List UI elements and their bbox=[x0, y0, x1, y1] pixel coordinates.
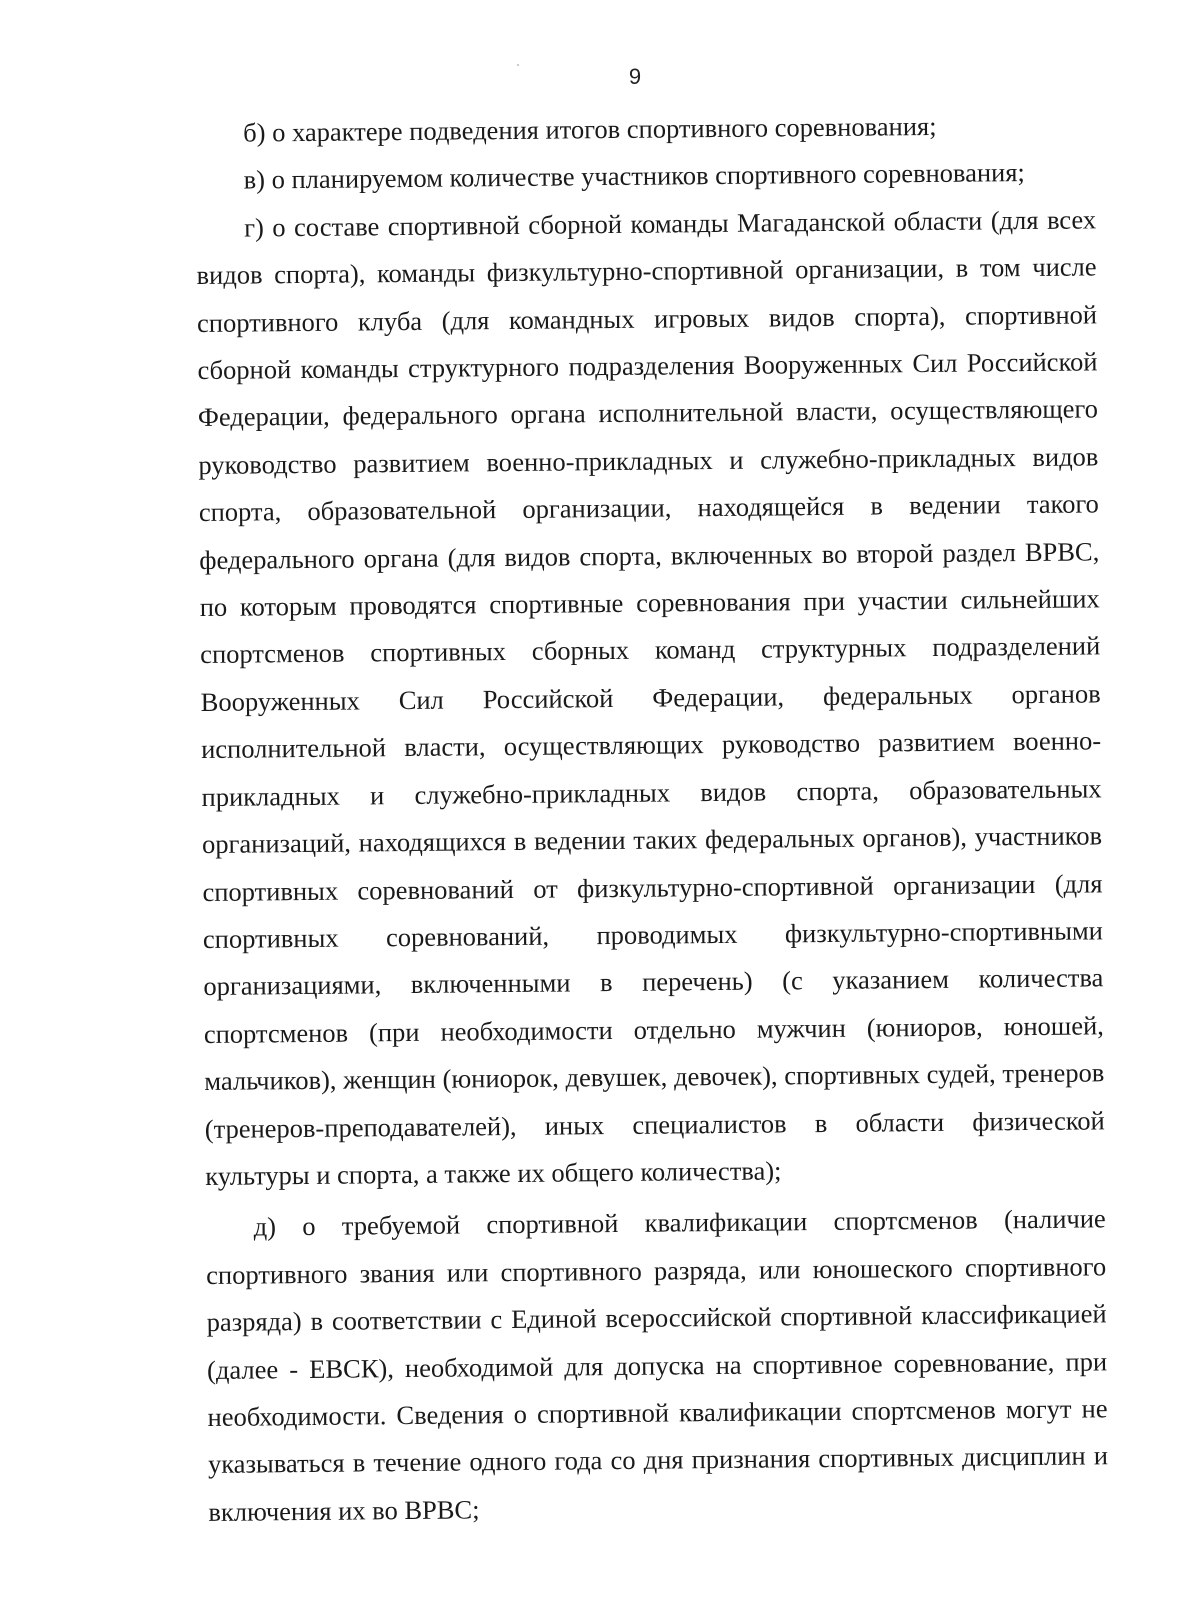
paragraph-v: в) о планируемом количестве участников спортивного соревнования; bbox=[243, 157, 1025, 195]
document-body bbox=[195, 101, 1109, 1536]
paragraph-d: д) о требуемой спортивной квалификации спортсменов (наличие спортивного звания или спортивного разряда, или юношеского спортивного разряда) в соответствии с Единой всероссийской спортивной классификацией (далее - ЕВСК), необходимой для допуска на спортивное соревнование, при необходимости. Сведения о спортивной квалификации спортсменов могут не указываться в течение одного года со дня признания спортивных дисциплин и включения их во ВРВС; bbox=[206, 1203, 1109, 1527]
paragraph-b: б) о характере подведения итогов спортивного соревнования; bbox=[243, 110, 937, 148]
paragraph-g: г) о составе спортивной сборной команды Магаданской области (для всех видов спорта), команды физкультурно-спортивной организации, в том числе спортивного клуба (для командных игровых видов спорта), спортивной сборной команды структурного подразделения Вооруженных Сил Российской Федерации, федерального органа исполнительной власти, осуществляющего руководство развитием военно-прикладных и служебно-прикладных видов спорта, образовательной организации, находящейся в ведении такого федерального органа (для видов спорта, включенных во второй раздел ВРВС, по которым проводятся спортивные соревнования при участии сильнейших спортсменов спортивных сборных команд структурных подразделений Вооруженных Сил Российской Федерации, федеральных органов исполнительной власти, осуществляющих руководство развитием военно-прикладных и служебно-прикладных видов спорта, образовательных организаций, находящихся в ведении таких федеральных органов), участников спортивных соревнований от физкультурно-спортивной организации (для спортивных соревнований, проводимых физкультурно-спортивными организациями, включенными в перечень) (с указанием количества спортсменов (при необходимости отдельно мужчин (юниоров, юношей, мальчиков), женщин (юниорок, девушек, девочек), спортивных судей, тренеров (тренеров-преподавателей), иных специалистов в области физической культуры и спорта, а также их общего количества); bbox=[196, 204, 1105, 1191]
page-number: 9 bbox=[628, 64, 642, 89]
